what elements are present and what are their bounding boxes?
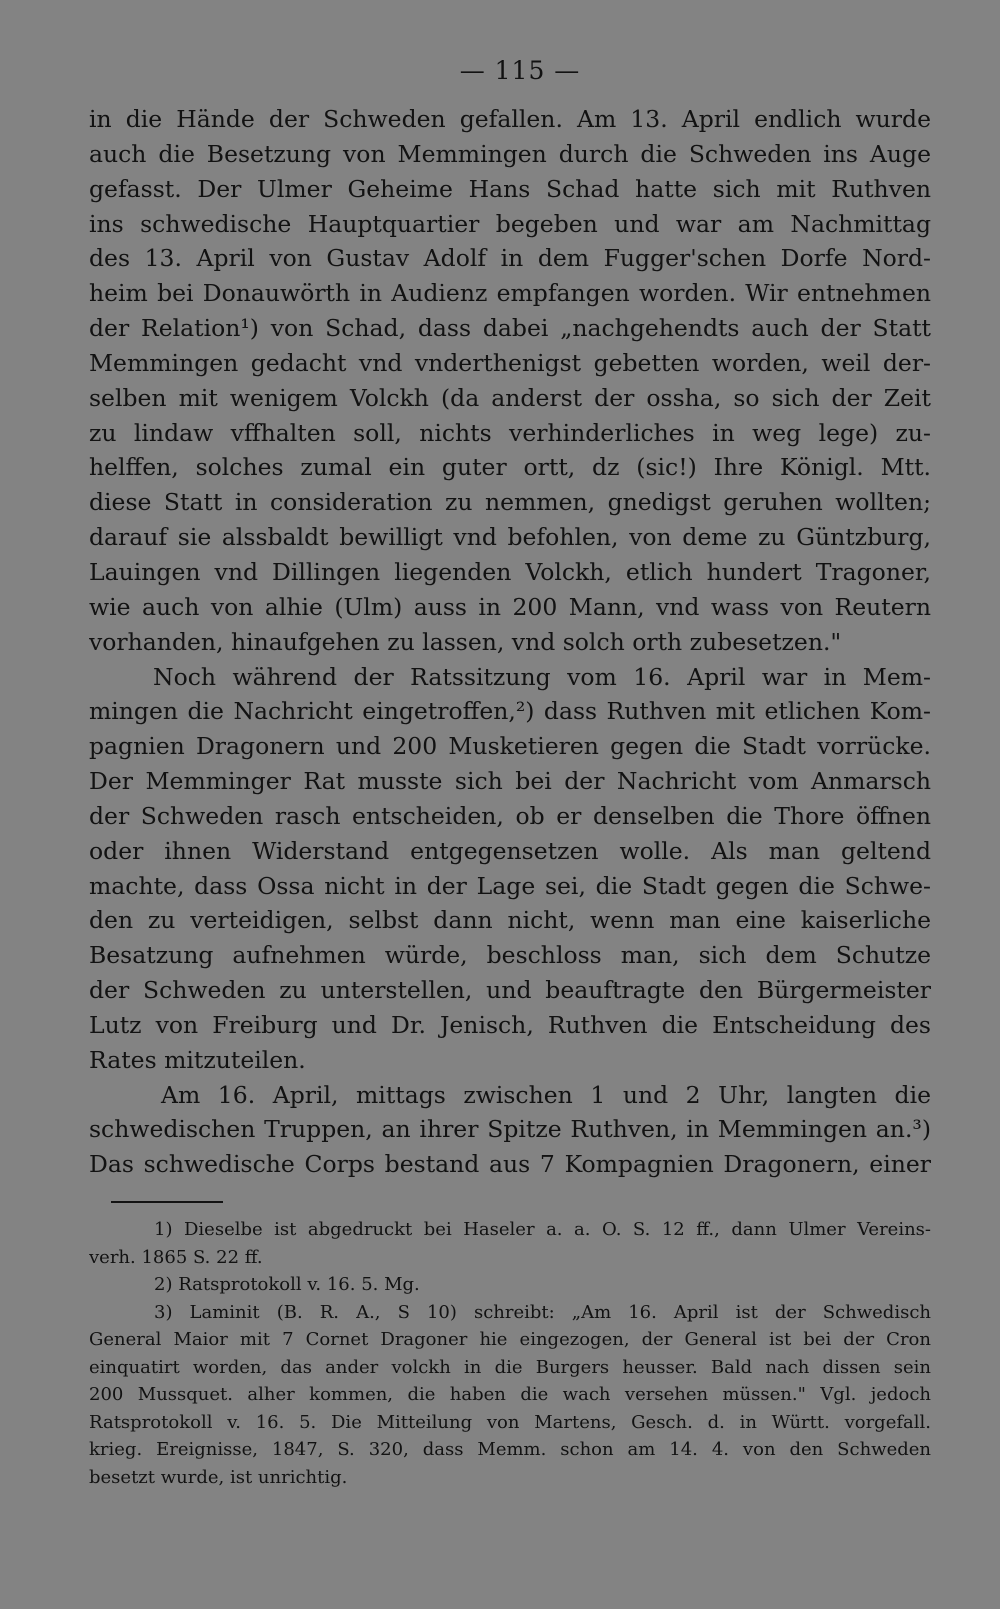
footnote-divider	[111, 1201, 223, 1203]
footnote-line: krieg. Ereignisse, 1847, S. 320, dass Memm. schon am 14. 4. von den Schweden	[89, 1439, 931, 1461]
text-line: auch die Besetzung von Memmingen durch die Schweden ins Auge	[89, 139, 931, 168]
text-line: Noch während der Ratssitzung vom 16. April war in Mem-	[153, 662, 931, 691]
footnote-line: 3) Laminit (B. R. A., S 10) schreibt: „Am 16. April ist der Schwedisch	[154, 1301, 931, 1323]
footnotes	[89, 1216, 931, 1491]
book-page	[89, 56, 931, 1491]
footnote-line: Ratsprotokoll v. 16. 5. Die Mitteilung von Martens, Gesch. d. in Württ. vorgefall.	[89, 1411, 931, 1433]
text-line: der Schweden rasch entscheiden, ob er denselben die Thore öffnen	[89, 801, 931, 830]
footnote-line: besetzt wurde, ist unrichtig.	[89, 1466, 348, 1488]
text-line: den zu verteidigen, selbst dann nicht, wenn man eine kaiserliche	[89, 906, 931, 935]
footnote-line: General Maior mit 7 Cornet Dragoner hie eingezogen, der General ist bei der Cron	[89, 1329, 931, 1351]
text-line: in die Hände der Schweden gefallen. Am 13. April endlich wurde	[89, 105, 931, 133]
text-line: Am 16. April, mittags zwischen 1 und 2 Uhr, langten die	[161, 1080, 931, 1109]
main-text	[89, 102, 931, 1182]
text-line: Lauingen vnd Dillingen liegenden Volckh, etlich hundert Tragoner,	[89, 557, 931, 586]
text-line: Der Memminger Rat musste sich bei der Nachricht vom Anmarsch	[89, 767, 931, 796]
text-line: vorhanden, hinaufgehen zu lassen, vnd solch orth zubesetzen."	[89, 627, 842, 656]
text-line: heim bei Donauwörth in Audienz empfangen worden. Wir entnehmen	[89, 279, 931, 308]
text-line: diese Statt in consideration zu nemmen, gnedigst geruhen wollten;	[89, 488, 931, 517]
text-line: Lutz von Freiburg und Dr. Jenisch, Ruthven die Entscheidung des	[89, 1010, 931, 1039]
footnote-line: einquatirt worden, das ander volckh in die Burgers heusser. Bald nach dissen sein	[89, 1356, 931, 1378]
text-line: Das schwedische Corps bestand aus 7 Kompagnien Dragonern, einer	[89, 1150, 931, 1179]
text-line: helffen, solches zumal ein guter ortt, dz (sic!) Ihre Königl. Mtt.	[89, 453, 931, 482]
text-line: gefasst. Der Ulmer Geheime Hans Schad hatte sich mit Ruthven	[89, 174, 931, 203]
footnote-line: 2) Ratsprotokoll v. 16. 5. Mg.	[154, 1274, 420, 1296]
text-line: wie auch von alhie (Ulm) auss in 200 Mann, vnd wass von Reutern	[89, 592, 931, 621]
text-line: Besatzung aufnehmen würde, beschloss man, sich dem Schutze	[89, 941, 931, 970]
text-line: zu lindaw vffhalten soll, nichts verhinderliches in weg lege) zu-	[89, 418, 931, 447]
text-line: Memmingen gedacht vnd vnderthenigst gebetten worden, weil der-	[89, 348, 931, 377]
footnote-line: verh. 1865 S. 22 ff.	[89, 1246, 263, 1268]
text-line: ins schwedische Hauptquartier begeben und war am Nachmittag	[89, 209, 931, 238]
text-line: selben mit wenigem Volckh (da anderst der ossha, so sich der Zeit	[89, 383, 931, 412]
text-line: Rates mitzuteilen.	[89, 1045, 306, 1074]
text-line: mingen die Nachricht eingetroffen,²) dass Ruthven mit etlichen Kom-	[89, 697, 931, 726]
text-line: des 13. April von Gustav Adolf in dem Fugger'schen Dorfe Nord-	[89, 244, 931, 273]
text-line: der Relation¹) von Schad, dass dabei „nachgehendts auch der Statt	[89, 314, 931, 343]
text-line: der Schweden zu unterstellen, und beauftragte den Bürgermeister	[89, 976, 931, 1005]
page-number: — 115 —	[459, 56, 581, 85]
footnote-line: 1) Dieselbe ist abgedruckt bei Haseler a. a. O. S. 12 ff., dann Ulmer Vereins-	[154, 1219, 931, 1241]
footnote-line: 200 Mussquet. alher kommen, die haben die wach versehen müssen." Vgl. jedoch	[89, 1384, 931, 1406]
text-line: schwedischen Truppen, an ihrer Spitze Ruthven, in Memmingen an.³)	[89, 1115, 931, 1144]
text-line: oder ihnen Widerstand entgegensetzen wolle. Als man geltend	[89, 836, 931, 865]
text-line: darauf sie alssbaldt bewilligt vnd befohlen, von deme zu Güntzburg,	[89, 523, 931, 552]
text-line: machte, dass Ossa nicht in der Lage sei, die Stadt gegen die Schwe-	[89, 871, 931, 900]
text-line: pagnien Dragonern und 200 Musketieren gegen die Stadt vorrücke.	[89, 732, 931, 761]
